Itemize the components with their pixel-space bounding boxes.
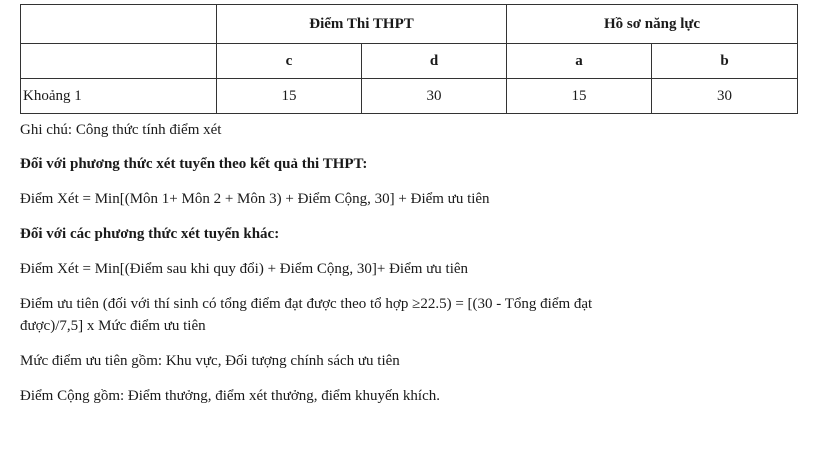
priority-levels: Mức điểm ưu tiên gồm: Khu vực, Đối tượng chính sách ưu tiên [20,353,400,369]
subheader-d: d [362,44,507,79]
heading-other: Đối với các phương thức xét tuyển khác: [20,226,280,242]
note-label: Ghi chú: Công thức tính điểm xét [20,122,222,138]
table-row [21,79,798,114]
priority-formula-line-2: được)/7,5] x Mức điểm ưu tiên [20,318,206,334]
group-header-ho-so: Hồ sơ năng lực [507,5,798,44]
table-empty-cell [21,44,217,79]
subheader-b: b [652,44,798,79]
subheader-a: a [507,44,652,79]
formula-other: Điểm Xét = Min[(Điểm sau khi quy đổi) + Điểm Cộng, 30]+ Điểm ưu tiên [20,261,469,277]
notes-section [20,121,800,406]
subheader-c: c [217,44,362,79]
cell-value: 30 [652,79,798,114]
cell-value: 15 [217,79,362,114]
table-corner-cell [21,5,217,44]
cell-value: 30 [362,79,507,114]
table-subheader-row [21,44,798,79]
row-label: Khoảng 1 [21,79,217,114]
bonus-points: Điểm Cộng gồm: Điểm thưởng, điểm xét thưởng, điểm khuyến khích. [20,388,440,404]
table-header-row [21,5,798,44]
heading-thpt: Đối với phương thức xét tuyển theo kết quả thi THPT: [20,156,368,172]
priority-formula-line-1: Điểm ưu tiên (đối với thí sinh có tổng điểm đạt được theo tổ hợp ≥22.5) = [(30 - Tổng điểm đạt [20,296,593,312]
score-table [20,4,798,114]
cell-value: 15 [507,79,652,114]
group-header-thpt: Điểm Thi THPT [217,5,507,44]
formula-thpt: Điểm Xét = Min[(Môn 1+ Môn 2 + Môn 3) + Điểm Cộng, 30] + Điểm ưu tiên [20,191,490,207]
